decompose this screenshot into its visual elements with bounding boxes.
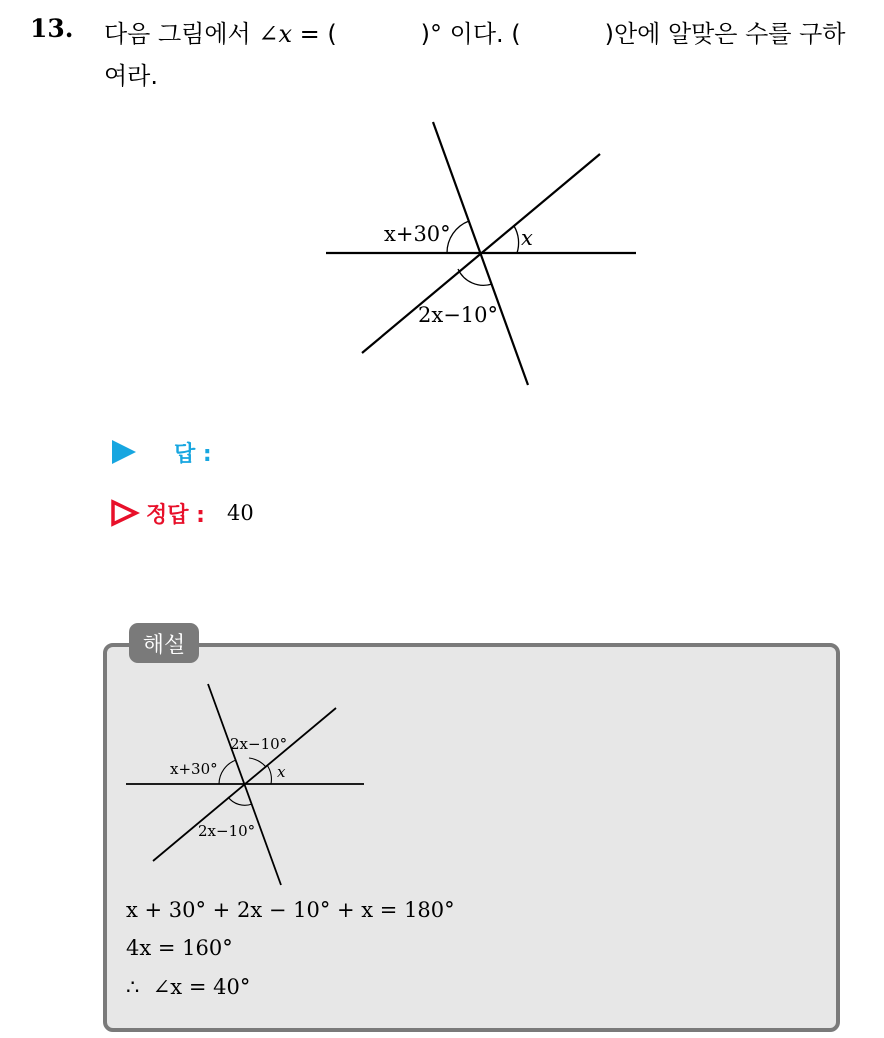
question-text-part-2: = ( )° 이다. ( )안에 알맞은 수를 구하 (292, 20, 846, 48)
solution-arc-left (219, 760, 236, 784)
variable-x: x (278, 20, 293, 48)
answer-label: 답 : (174, 441, 212, 467)
label-x-plus-30: x+30° (384, 222, 451, 246)
solution-arc-right (267, 765, 271, 784)
correct-answer-label: 정답 : (146, 502, 205, 528)
label-2x-minus-10: 2x−10° (418, 303, 499, 327)
solution-arc-top (249, 758, 266, 767)
solution-line-1: x + 30° + 2x − 10° + x = 180° (126, 898, 455, 922)
solution-arc-bottom (228, 797, 252, 805)
solution-label-bottom: 2x−10° (198, 822, 256, 840)
correct-answer-value: 40 (226, 501, 254, 525)
question-text-part-1: 다음 그림에서 (104, 20, 259, 48)
solution-label-top: 2x−10° (230, 735, 288, 753)
solution-label-left: x+30° (170, 760, 218, 778)
question-text-line-2: 여라. (104, 62, 158, 90)
angle-symbol: ∠ (258, 20, 279, 48)
question-number: 13. (30, 14, 74, 43)
label-x: x (521, 226, 533, 250)
solution-tab: 해설 (129, 623, 199, 663)
solution-line-2: 4x = 160° (126, 936, 233, 960)
solution-line-3: ∴ ∠x = 40° (126, 975, 251, 999)
solution-label-right: x (277, 763, 286, 781)
